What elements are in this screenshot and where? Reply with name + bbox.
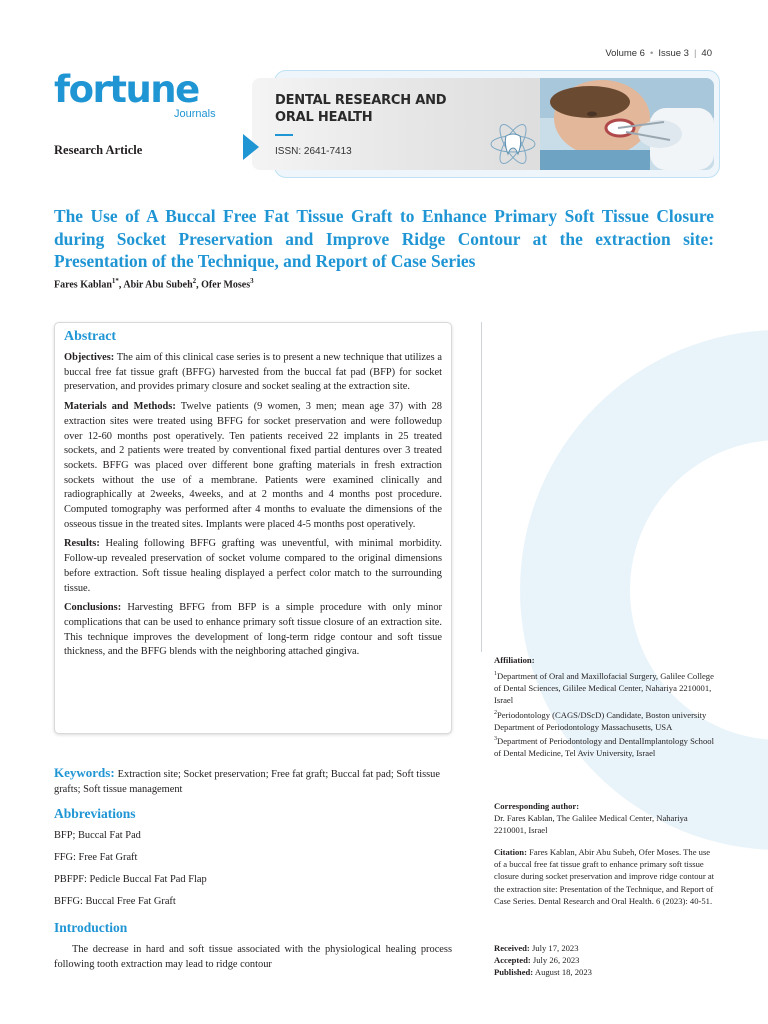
date-published: Published: August 18, 2023 [494, 967, 592, 978]
abstract-box [54, 322, 452, 734]
logo-subtitle: Journals [174, 108, 216, 120]
article-title: The Use of A Buccal Free Fat Tissue Graft to Enhance Primary Soft Tissue Closure during Socket Preservation and Improve Ridge Contour at the extraction site: Presentation of the Technique, and Report of Case Series [54, 206, 714, 272]
date-received: Received: July 17, 2023 [494, 943, 579, 953]
abbreviation-item: FFG: Free Fat Graft [54, 852, 138, 863]
abbreviation-item: BFFG: Buccal Free Fat Graft [54, 896, 176, 907]
abstract-heading: Abstract [64, 329, 117, 344]
author-affiliation-marker: 3 [250, 277, 254, 285]
affiliation-item: $^3$Department of Periodontology and DentalImplantology School of Dental Medicine, Tel Aviv University, Israel [494, 735, 714, 758]
abstract-results: Results: Healing following BFFG grafting was uneventful, with minimal morbidity. Follow-up revealed preservation of socket volume compared to the original dimensions before extraction. Soft tissue healing displayed a perfect color match to the surrounding tissue. [64, 538, 442, 594]
keywords-label: Keywords: [54, 765, 115, 780]
abbreviation-item: BFP; Buccal Fat Pad [54, 830, 141, 841]
dental-photo [540, 78, 714, 170]
citation-label: Citation: [494, 847, 527, 857]
affiliation-label: Affiliation: [494, 655, 535, 665]
author-name[interactable]: Abir Abu Subeh [123, 279, 193, 291]
publication-dates [494, 942, 716, 979]
journal-title-rule [275, 134, 293, 136]
affiliation-item: $^2$Periodontology (CAGS/DScD) Candidate, Boston university Department of Periodontology Massachusetts, USA [494, 709, 707, 732]
corresponding-label: Corresponding author: [494, 801, 580, 811]
arrow-icon [243, 134, 259, 160]
abbreviation-item: PBFPF: Pedicle Buccal Fat Pad Flap [54, 874, 207, 885]
tooth-molecule-icon [488, 122, 538, 166]
author-name[interactable]: Fares Kablan [54, 279, 112, 291]
author-name[interactable]: Ofer Moses [201, 279, 251, 291]
abstract-methods: Materials and Methods: Twelve patients (9 women, 3 men; mean age 37) with 28 extraction sites were treated using BFFG for socket preservation and were followedup over 12-60 months post operatively. Ten patients received 22 implants in 25 treated sockets, and 2 patients were treated by conventional fixed partial dentures over 3 treated sockets. BFFG was placed over different bone grafting materials in fresh extraction sockets without the use of a membrane. Patients were examined clinically and radiographically at 2weeks, 4weeks, and at 2 months and 4 months post procedure. Computed tomography was performed after 4 months to evaluate the dimensions of the osseous tissue in the treated sites. Implants were placed 4-5 months post operatively. [64, 401, 442, 530]
abstract-objectives: Objectives: The aim of this clinical case series is to present a new technique that utilizes a buccal free fat tissue graft (BFFG) harvested from the buccal fat pad (BFP) for socket preservation, and provides primary closure and socket sealing at the extraction site. [64, 352, 442, 393]
publisher-logo[interactable] [54, 68, 216, 122]
affiliation-item: $^1$Department of Oral and Maxillofacial Surgery, Galilee College of Dental Sciences, Gililee Medical Center, Nahariya 2210001, Israel [494, 671, 714, 706]
affiliation-block [494, 654, 716, 759]
journal-issn: ISSN: 2641-7413 [275, 146, 352, 157]
article-type: Research Article [54, 143, 143, 157]
date-accepted: Accepted: July 26, 2023 [494, 955, 580, 966]
introduction-heading: Introduction [54, 920, 128, 935]
journal-title: DENTAL RESEARCH AND ORAL HEALTH [275, 93, 447, 125]
author-list: Fares Kablan$^{1*}$, Abir Abu Subeh$^2$, Ofer Moses$^3$ [54, 277, 254, 291]
author-affiliation-marker: 2 [192, 277, 197, 285]
author-affiliation-marker: 1* [111, 277, 119, 285]
corresponding-text: Dr. Fares Kablan, The Galilee Medical Center, Nahariya 2210001, Israel [494, 813, 688, 836]
page-number: 40 [701, 48, 712, 59]
introduction-text: The decrease in hard and soft tissue associated with the physiological healing process following tooth extraction may lead to ridge contour [54, 944, 452, 970]
corresponding-author [494, 800, 716, 837]
keywords-text: Extraction site; Socket preservation; Free fat graft; Buccal fat pad; Soft tissue grafts; Soft tissue management [54, 769, 440, 795]
abstract-conclusions: Conclusions: Harvesting BFFG from BFP is a simple procedure with only minor complications that can be used to enhance primary soft tissue closure of an extraction site. This technique improves the development of long-term ridge contour and soft tissue thickness, and the BFFG blends with the neighboring attached gingiva. [64, 602, 442, 658]
logo-wordmark: fortune [54, 68, 199, 111]
citation-text: Fares Kablan, Abir Abu Subeh, Ofer Moses. The use of a buccal free fat tissue graft to enhance primary soft tissue closure during socket preservation and improve ridge contour at the extraction site: Presentation of the Technique, and Report of Case Series. Dental Research and Oral Health. 6 (2023): 40-51. [494, 847, 715, 906]
column-divider [481, 322, 482, 652]
issue-label: Issue 3 [658, 48, 689, 59]
keywords [54, 766, 454, 797]
citation [494, 846, 716, 907]
issue-meta: Volume 6 • Issue 3 | 40 [605, 48, 712, 59]
abbreviations-heading: Abbreviations [54, 806, 136, 821]
volume-label: Volume 6 [605, 48, 645, 59]
